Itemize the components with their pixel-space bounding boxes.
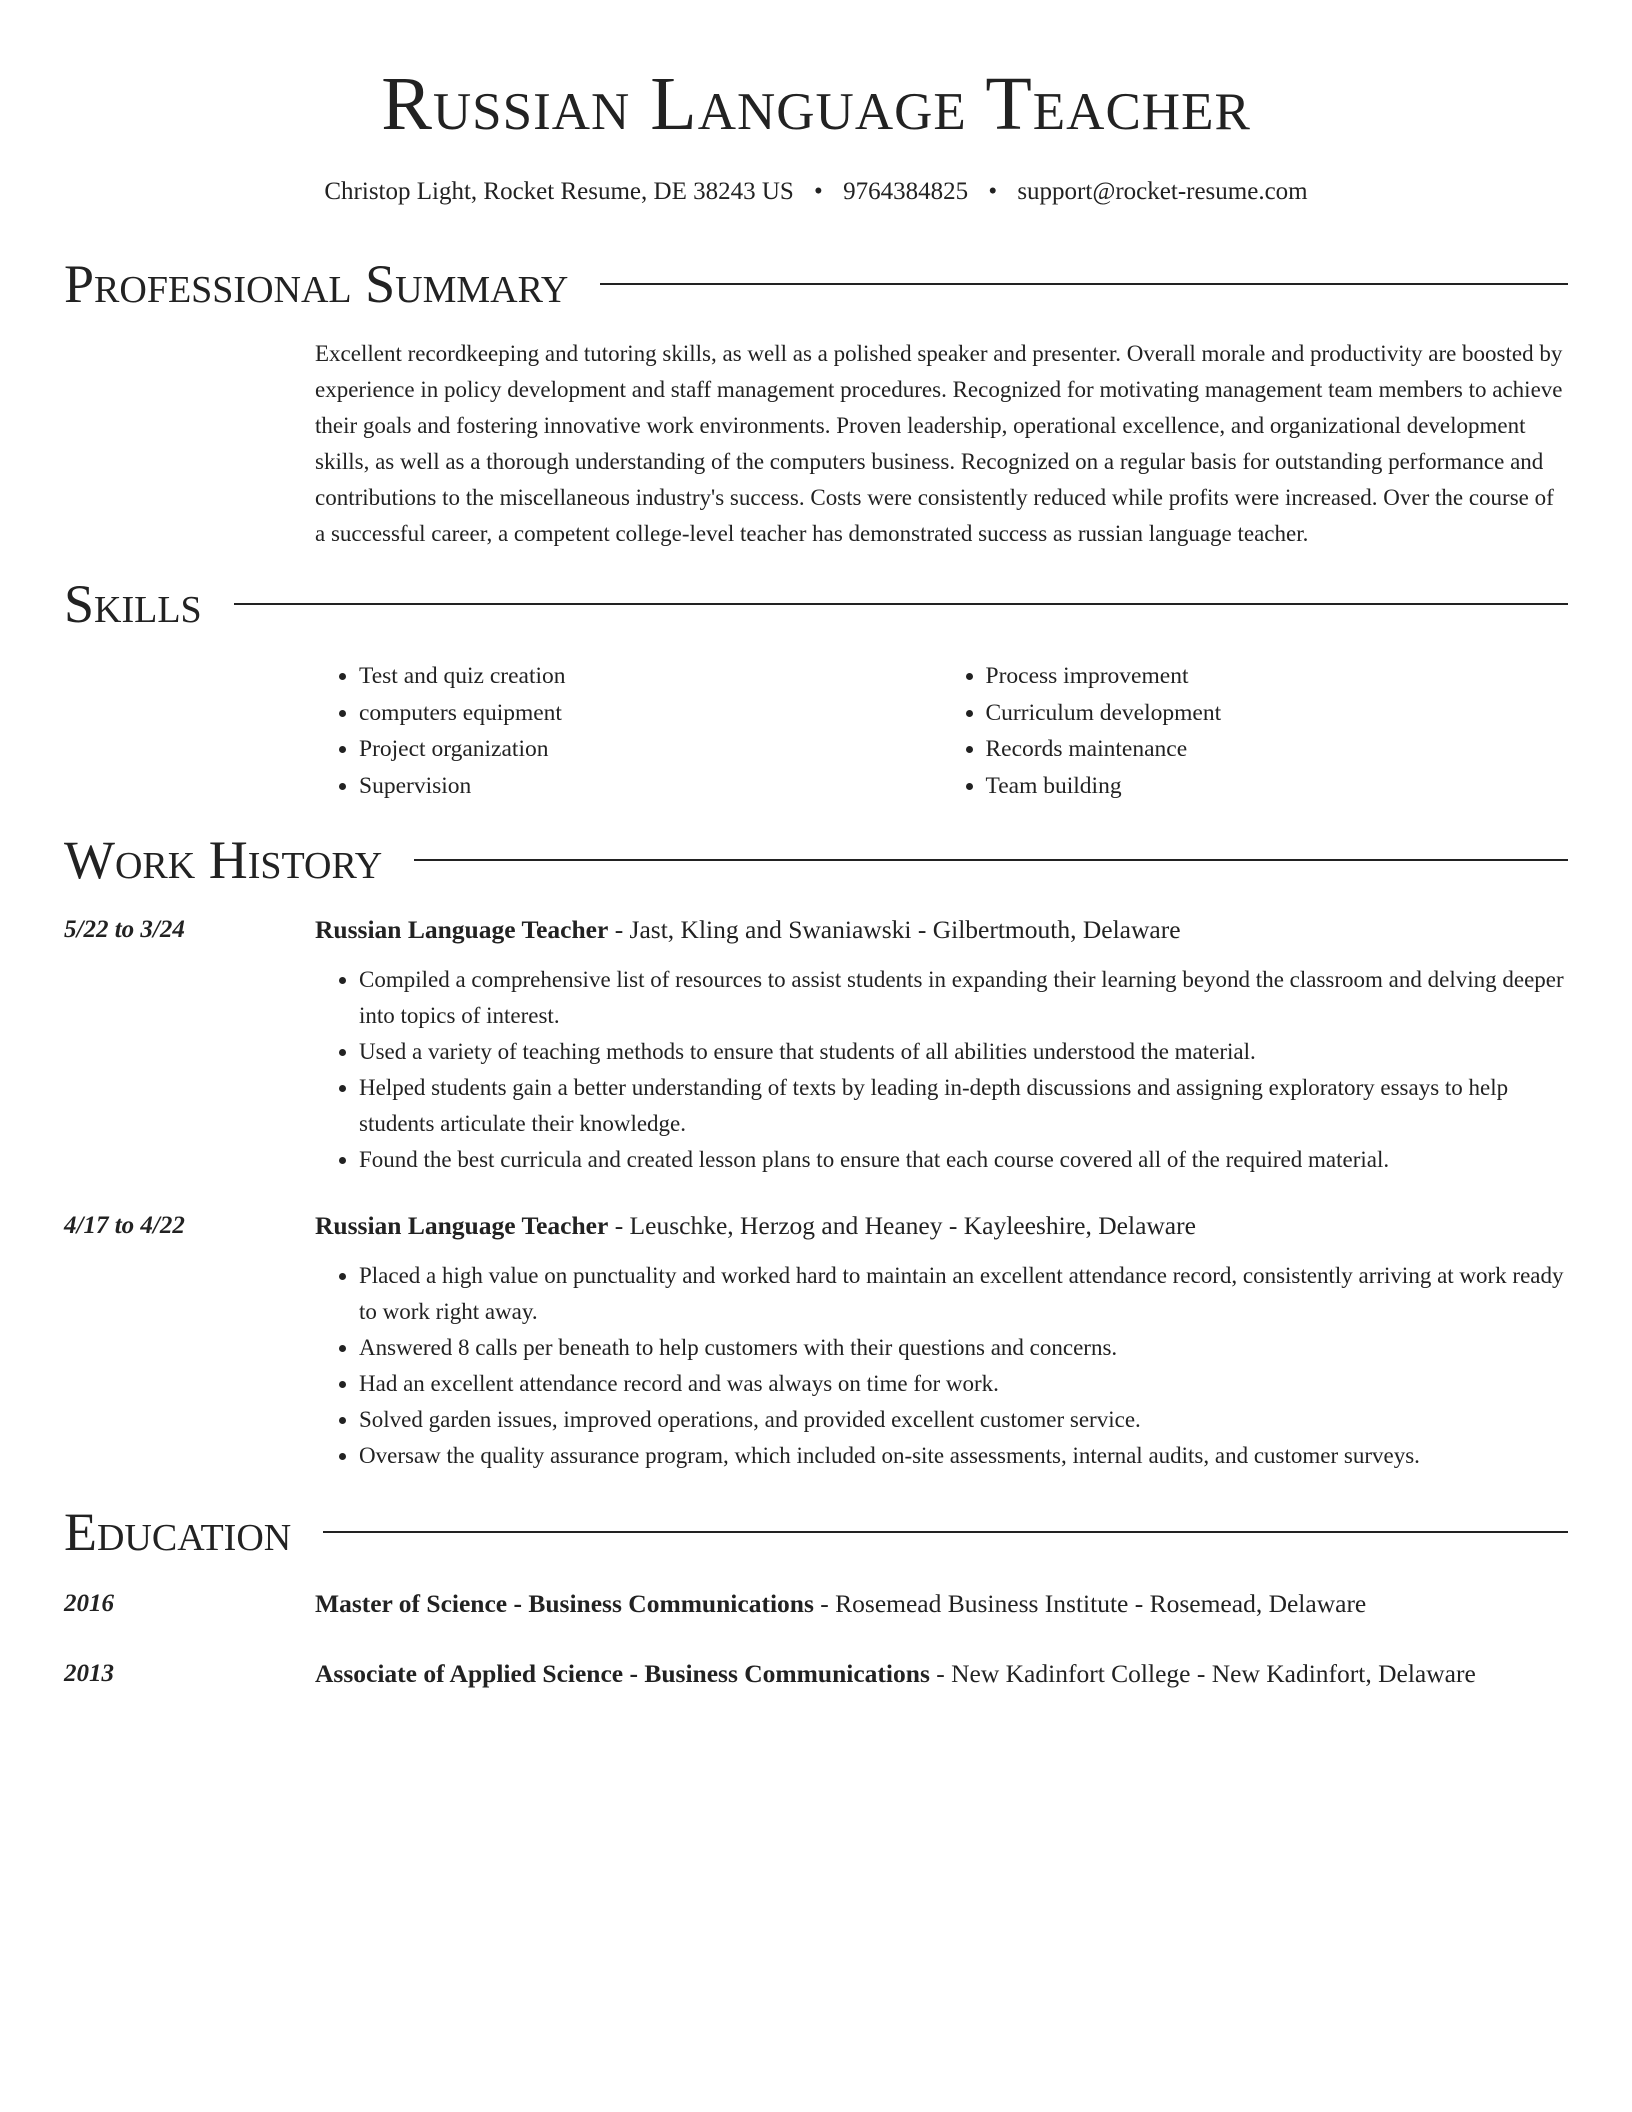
skills-section: [64, 572, 1568, 804]
skill-item: • computers equipment: [359, 695, 942, 732]
contact-separator: •: [814, 178, 823, 205]
job-bullets: [315, 1258, 1568, 1474]
section-divider: [234, 603, 1568, 605]
skill-item: • Team building: [986, 768, 1569, 805]
resume-name: Russian Language Teacher: [381, 62, 1251, 146]
education-institution: - Rosemead Business Institute - Rosemead, Delaware: [813, 1589, 1367, 1618]
education-degree: Master of Science - Business Communications: [315, 1589, 814, 1618]
section-header: [64, 828, 1568, 892]
section-divider: [323, 1531, 1568, 1533]
section-divider: [414, 859, 1568, 861]
job-bullet: • Used a variety of teaching methods to ensure that students of all abilities understood the material.: [359, 1034, 1568, 1070]
job-employer: - Jast, Kling and Swaniawski - Gilbertmouth, Delaware: [608, 915, 1181, 944]
contact-phone: 9764384825: [843, 178, 969, 205]
section-header: [64, 252, 1568, 316]
job-bullet: • Placed a high value on punctuality and worked hard to maintain an excellent attendance record, consistently arriving at work ready to work right away.: [359, 1258, 1568, 1330]
skill-item: • Project organization: [359, 731, 942, 768]
education-entry: [64, 1586, 1568, 1622]
job-bullet: • Helped students gain a better understanding of texts by leading in-depth discussions and assigning exploratory essays to help students articulate their knowledge.: [359, 1070, 1568, 1142]
job-heading: [315, 912, 1568, 948]
education-heading: [315, 1656, 1568, 1692]
section-header: [64, 1500, 1568, 1564]
job-bullet: • Solved garden issues, improved operations, and provided excellent customer service.: [359, 1402, 1568, 1438]
work-history-title: Work History: [64, 830, 383, 890]
skills-list: [315, 658, 1568, 804]
summary-title: Professional Summary: [64, 254, 569, 314]
skill-item: • Test and quiz creation: [359, 658, 942, 695]
job-dates: 5/22 to 3/24: [64, 916, 185, 943]
job-heading: [315, 1208, 1568, 1244]
job-role: Russian Language Teacher: [315, 915, 609, 944]
job-bullet: • Compiled a comprehensive list of resources to assist students in expanding their learning beyond the classroom and delving deeper into topics of interest.: [359, 962, 1568, 1034]
job-entry: [64, 1208, 1568, 1474]
education-degree: Associate of Applied Science - Business Communications: [315, 1659, 930, 1688]
skills-column-left: [315, 658, 942, 804]
contact-email: support@rocket-resume.com: [1017, 178, 1308, 205]
education-entry: [64, 1656, 1568, 1692]
skills-column-right: [942, 658, 1569, 804]
summary-section: [64, 252, 1568, 552]
section-divider: [600, 283, 1568, 285]
skill-item: • Supervision: [359, 768, 942, 805]
job-dates: 4/17 to 4/22: [64, 1212, 185, 1239]
job-body: [315, 1208, 1568, 1474]
contact-line: [64, 176, 1568, 208]
job-entry: [64, 912, 1568, 1178]
job-bullet: • Found the best curricula and created lesson plans to ensure that each course covered all of the required material.: [359, 1142, 1568, 1178]
job-role: Russian Language Teacher: [315, 1211, 609, 1240]
education-section: [64, 1500, 1568, 1692]
education-year: 2013: [64, 1660, 114, 1687]
job-employer: - Leuschke, Herzog and Heaney - Kayleeshire, Delaware: [608, 1211, 1196, 1240]
contact-address: Christop Light, Rocket Resume, DE 38243 US: [324, 178, 794, 205]
skill-item: • Process improvement: [986, 658, 1569, 695]
education-title: Education: [64, 1502, 292, 1562]
skill-item: • Records maintenance: [986, 731, 1569, 768]
education-institution: - New Kadinfort College - New Kadinfort, Delaware: [929, 1659, 1476, 1688]
job-bullet: • Oversaw the quality assurance program, which included on-site assessments, internal audits, and customer surveys.: [359, 1438, 1568, 1474]
job-bullets: [315, 962, 1568, 1178]
section-header: [64, 572, 1568, 636]
education-year: 2016: [64, 1590, 114, 1617]
education-heading: [315, 1586, 1568, 1622]
contact-separator: •: [988, 178, 998, 205]
skill-item: • Curriculum development: [986, 695, 1569, 732]
job-bullet: • Had an excellent attendance record and was always on time for work.: [359, 1366, 1568, 1402]
work-history-section: [64, 828, 1568, 1474]
summary-text: Excellent recordkeeping and tutoring skills, as well as a polished speaker and presenter. Overall morale and productivity are boosted by experience in policy development and staff management procedures. Recognized for motivating management team members to achieve their goals and fostering innovative work environments. Proven leadership, operational excellence, and organizational development skills, as well as a thorough understanding of the computers business. Recognized on a regular basis for outstanding performance and contributions to the miscellaneous industry's success. Costs were consistently reduced while profits were increased. Over the course of a successful career, a competent college-level teacher has demonstrated success as russian language teacher.: [315, 341, 1563, 546]
job-bullet: • Answered 8 calls per beneath to help customers with their questions and concerns.: [359, 1330, 1568, 1366]
job-body: [315, 912, 1568, 1178]
skills-title: Skills: [64, 574, 202, 634]
